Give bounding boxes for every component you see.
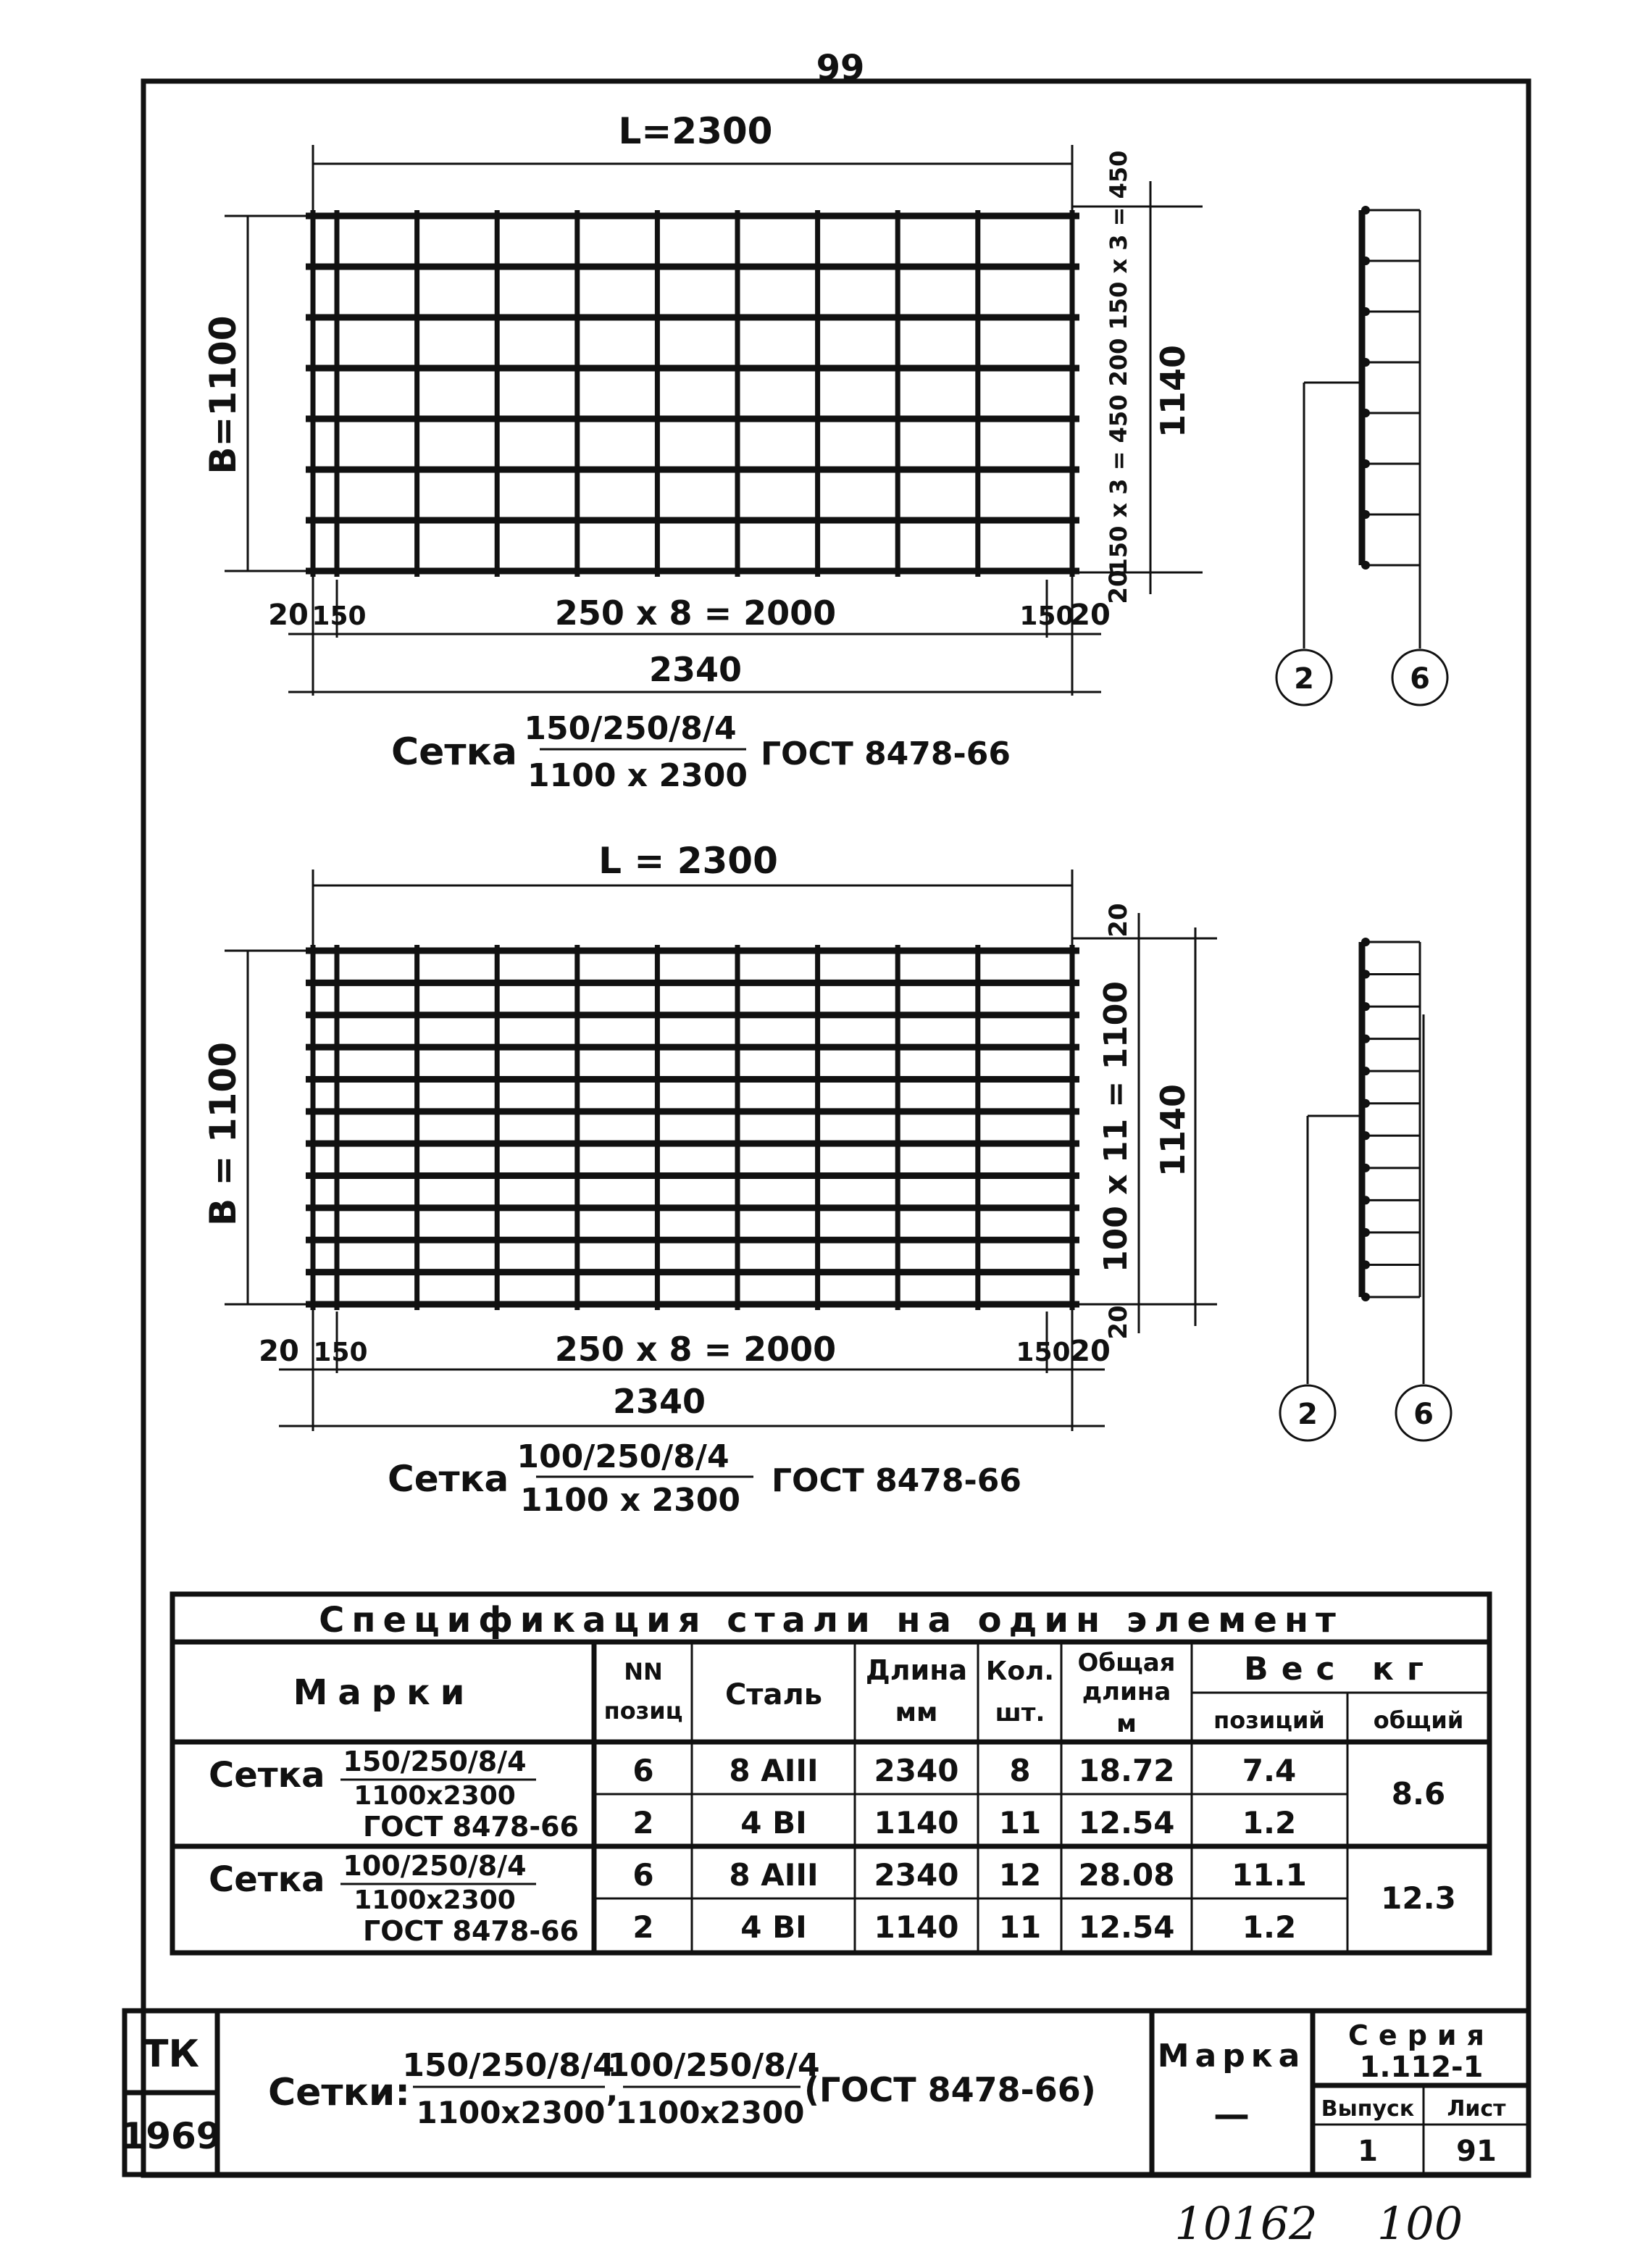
mesh1-section-dot: [1361, 409, 1370, 417]
spec-header-qty-2: шт.: [995, 1698, 1045, 1727]
spec-cell-qty: 11: [998, 1805, 1042, 1840]
tb-frac2-num: 100/250/8/4: [607, 2047, 820, 2084]
spec-cell-weight: 1.2: [1242, 1909, 1297, 1945]
mesh1-section-dot: [1361, 459, 1370, 468]
mesh2-section-dot: [1361, 1035, 1370, 1043]
mesh1-right-pitch-label: 150 x 3 = 450 200 150 x 3 = 450: [1105, 150, 1132, 575]
mesh1-right-start-label: 150: [1019, 601, 1074, 631]
spec-header-length-1: Длина: [865, 1654, 968, 1686]
mesh1-right-bottom-label: 20: [1104, 570, 1133, 604]
spec-mark-den: 1100x2300: [354, 1885, 516, 1915]
mesh2-right-top-label: 20: [1104, 903, 1133, 938]
tb-issue-value: 1: [1358, 2135, 1378, 2168]
spec-cell-steel: 8 АIII: [729, 1857, 819, 1893]
spec-cell-pos: 2: [632, 1805, 654, 1840]
mesh2-right-edge-label: 20: [1070, 1335, 1111, 1368]
mesh2-bars: [306, 945, 1079, 1310]
mesh1-title-prefix: Сетка: [391, 730, 517, 774]
spec-mark-prefix: Сетка: [209, 1755, 325, 1796]
spec-header-weight-pos: позиций: [1213, 1706, 1325, 1734]
spec-weight-total: 8.6: [1391, 1776, 1446, 1812]
mesh2-title-num: 100/250/8/4: [517, 1438, 730, 1475]
tb-series-label: Серия: [1348, 2019, 1495, 2051]
spec-header-weight-total: общий: [1373, 1706, 1464, 1734]
page-number: 99: [816, 48, 865, 88]
footer-right-number: 100: [1376, 2197, 1463, 2250]
mesh1-callout-6-label: 6: [1410, 662, 1430, 696]
spec-cell-steel: 8 АIII: [729, 1753, 819, 1788]
spec-cell-pos: 2: [632, 1909, 654, 1945]
spec-cell-weight: 11.1: [1232, 1857, 1307, 1893]
mesh2-callout-6-label: 6: [1413, 1398, 1434, 1431]
mesh2-total-length-label: 2340: [612, 1382, 706, 1421]
mesh-2: [202, 840, 1451, 1519]
spec-cell-total_len: 12.54: [1078, 1805, 1175, 1840]
mesh2-bottom-pitch-label: 250 x 8 = 2000: [554, 1330, 837, 1369]
tb-issue-label: Выпуск: [1321, 2096, 1415, 2122]
mesh1-section-dot: [1361, 206, 1370, 214]
mesh1-section-dot: [1361, 358, 1370, 367]
tb-frac1-num: 150/250/8/4: [402, 2047, 615, 2084]
spec-cell-pos: 6: [632, 1857, 654, 1893]
spec-cell-weight: 7.4: [1242, 1753, 1297, 1788]
mesh2-section-dot: [1361, 970, 1370, 979]
spec-cell-qty: 8: [1009, 1753, 1031, 1788]
tb-frac2-den: 1100x2300: [615, 2095, 805, 2130]
mesh2-section-dot: [1361, 1196, 1370, 1204]
mesh1-bottom-pitch-label: 250 x 8 = 2000: [554, 593, 837, 633]
mesh2-section-dot: [1361, 1131, 1370, 1140]
tb-marka-label: Марка: [1157, 2038, 1306, 2075]
tb-gost: (ГОСТ 8478-66): [804, 2070, 1096, 2109]
mesh2-left-edge-label: 20: [259, 1335, 299, 1368]
mesh2-left-start-label: 150: [313, 1338, 368, 1367]
spec-cell-qty: 11: [998, 1909, 1042, 1945]
spec-cell-qty: 12: [998, 1857, 1042, 1893]
tb-label: Сетки:: [268, 2071, 411, 2114]
mesh2-length-label: L = 2300: [598, 840, 778, 882]
tb-org: ТК: [143, 2033, 199, 2076]
spec-cell-weight: 1.2: [1242, 1805, 1297, 1840]
spec-cell-total_len: 28.08: [1078, 1857, 1175, 1893]
spec-cell-length: 1140: [874, 1909, 959, 1945]
spec-table: [172, 1594, 1489, 1953]
mesh1-length-label: L=2300: [618, 110, 773, 152]
spec-cell-length: 2340: [874, 1857, 959, 1893]
mesh-1: [202, 110, 1447, 794]
mesh2-right-start-label: 150: [1016, 1338, 1071, 1367]
spec-cell-steel: 4 ВI: [740, 1805, 807, 1840]
spec-header-steel: Сталь: [724, 1678, 823, 1712]
mesh1-left-edge-label: 20: [268, 599, 309, 632]
tb-year: 1969: [120, 2115, 222, 2157]
spec-cell-length: 2340: [874, 1753, 959, 1788]
mesh2-title-suffix: ГОСТ 8478-66: [772, 1462, 1022, 1499]
tb-frac-separator: ,: [606, 2072, 619, 2109]
spec-header-pos-1: NN: [624, 1658, 663, 1685]
mesh2-section: [1361, 938, 1420, 1301]
mesh2-callout-2-label: 2: [1297, 1398, 1318, 1431]
mesh2-right-bottom-label: 20: [1104, 1305, 1133, 1340]
mesh1-title-suffix: ГОСТ 8478-66: [761, 735, 1011, 772]
spec-header-total-len-1: Общая: [1077, 1648, 1176, 1677]
spec-cell-steel: 4 ВI: [740, 1909, 807, 1945]
spec-cell-length: 1140: [874, 1805, 959, 1840]
title-block: [120, 2011, 1529, 2175]
mesh2-title-den: 1100 x 2300: [520, 1482, 740, 1519]
spec-header-total-len-2: длина: [1082, 1677, 1171, 1706]
mesh1-total-width-label: 1140: [1153, 344, 1192, 438]
spec-cell-total_len: 18.72: [1078, 1753, 1175, 1788]
spec-mark-num: 100/250/8/4: [343, 1850, 527, 1882]
mesh1-callout-2-label: 2: [1294, 662, 1314, 696]
spec-mark-den: 1100x2300: [354, 1781, 516, 1811]
mesh1-section-dot: [1361, 257, 1370, 265]
tb-sheet-value: 91: [1456, 2135, 1497, 2168]
mesh2-title-prefix: Сетка: [388, 1458, 509, 1500]
mesh2-section-dot: [1361, 1002, 1370, 1011]
spec-header-length-2: мм: [895, 1698, 938, 1727]
mesh1-section-dot: [1361, 561, 1370, 570]
mesh2-section-dot: [1361, 1099, 1370, 1108]
mesh2-width-label: B = 1100: [202, 1042, 244, 1226]
mesh1-right-edge-label: 20: [1070, 599, 1111, 632]
mesh1-title-den: 1100 x 2300: [527, 757, 748, 794]
mesh2-section-dot: [1361, 1067, 1370, 1075]
mesh1-bars: [306, 210, 1079, 577]
mesh2-section-dot: [1361, 1293, 1370, 1301]
mesh1-title-num: 150/250/8/4: [524, 710, 737, 747]
tb-sheet-label: Лист: [1447, 2096, 1506, 2122]
spec-cell-total_len: 12.54: [1078, 1909, 1175, 1945]
mesh1-left-start-label: 150: [312, 601, 367, 631]
mesh1-section: [1361, 206, 1420, 570]
mesh2-section-dot: [1361, 1260, 1370, 1269]
spec-title: Спецификация стали на один элемент: [319, 1600, 1343, 1640]
tb-marka-value: —: [1213, 2093, 1250, 2135]
spec-header-weight: Вес кг: [1244, 1651, 1437, 1688]
footer-left-number: 10162: [1174, 2197, 1318, 2250]
mesh2-section-dot: [1361, 1164, 1370, 1172]
mesh2-right-pitch-label: 100 x 11 = 1100: [1098, 980, 1134, 1273]
tb-frac1-den: 1100x2300: [416, 2095, 606, 2130]
spec-mark-prefix: Сетка: [209, 1859, 325, 1900]
mesh1-section-dot: [1361, 510, 1370, 519]
spec-header-qty-1: Кол.: [985, 1656, 1055, 1686]
mesh2-section-dot: [1361, 938, 1370, 946]
spec-mark-gost: ГОСТ 8478-66: [363, 1811, 579, 1843]
tb-series-value: 1.112-1: [1359, 2051, 1484, 2084]
mesh1-width-label: B=1100: [202, 315, 244, 475]
spec-cell-pos: 6: [632, 1753, 654, 1788]
mesh2-total-width-label: 1140: [1153, 1083, 1192, 1177]
spec-header-marks: Марки: [293, 1672, 475, 1713]
spec-header-total-len-3: м: [1116, 1709, 1137, 1738]
spec-weight-total: 12.3: [1381, 1880, 1456, 1916]
spec-mark-num: 150/250/8/4: [343, 1746, 527, 1777]
mesh2-section-dot: [1361, 1228, 1370, 1237]
mesh1-section-dot: [1361, 307, 1370, 316]
spec-mark-gost: ГОСТ 8478-66: [363, 1915, 579, 1947]
mesh1-total-length-label: 2340: [648, 650, 743, 689]
spec-header-pos-2: позиц: [603, 1697, 683, 1725]
